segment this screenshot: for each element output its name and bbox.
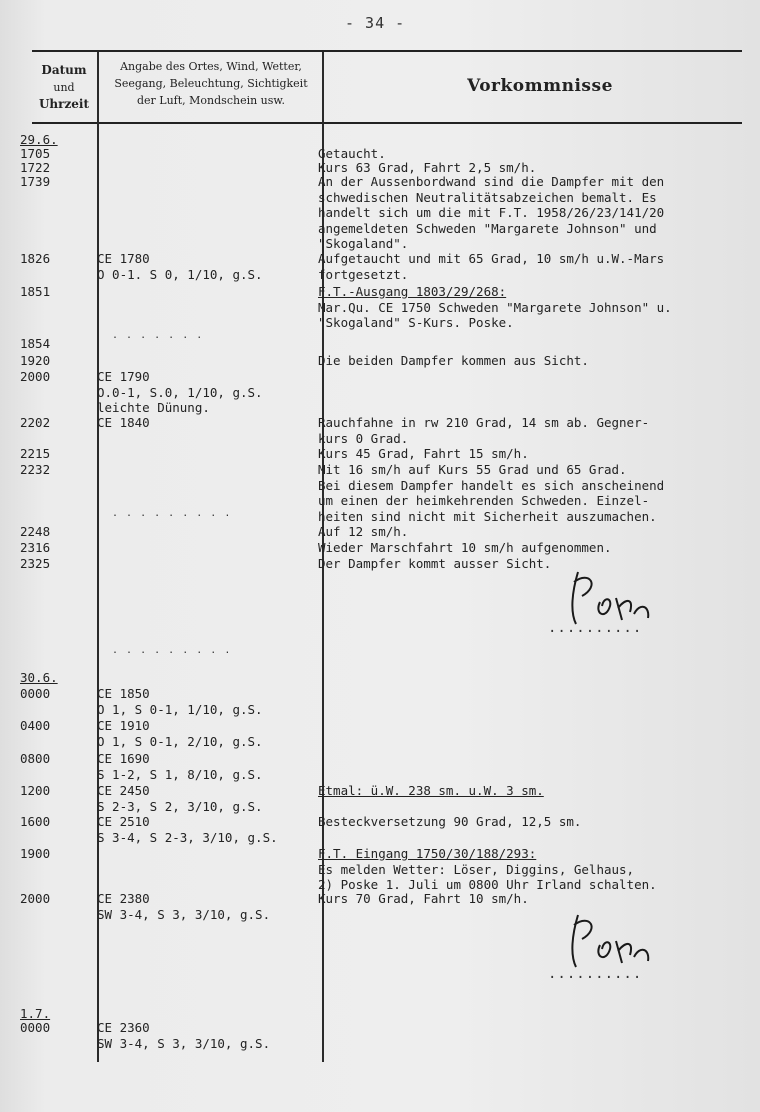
entry-position-weather: O 1, S 0-1, 2/10, g.S. bbox=[97, 733, 263, 749]
entry-time: 1851 bbox=[20, 284, 51, 299]
header-location-weather bbox=[100, 58, 322, 109]
entry-event: Es melden Wetter: Löser, Diggins, Gelhaus, bbox=[318, 861, 635, 877]
entry-event: Auf 12 sm/h. bbox=[318, 524, 409, 539]
entry-event: Mar.Qu. CE 1750 Schweden "Margarete Johnson" u. bbox=[318, 299, 672, 315]
entry-event: Aufgetaucht und mit 65 Grad, 10 sm/h u.W.-Mars bbox=[318, 251, 665, 266]
entry-event: "Skogaland" S-Kurs. Poske. bbox=[318, 315, 514, 330]
entry-position-weather: S 3-4, S 2-3, 3/10, g.S. bbox=[97, 829, 278, 845]
header-date-word: Datum bbox=[41, 63, 87, 77]
header-events: Vorkommnisse bbox=[467, 76, 613, 96]
entry-position-weather: S 1-2, S 1, 8/10, g.S. bbox=[97, 766, 263, 782]
entry-position-weather: CE 2450 bbox=[97, 783, 150, 798]
entry-event: "Skogaland". bbox=[318, 236, 409, 251]
header-rule bbox=[32, 122, 742, 124]
header-location-line-3: der Luft, Mondschein usw. bbox=[136, 94, 286, 107]
entry-event: Getaucht. bbox=[318, 146, 386, 161]
entry-time: 1705 bbox=[20, 146, 51, 161]
entry-time: 2232 bbox=[20, 462, 51, 477]
entry-time: 1600 bbox=[20, 814, 51, 829]
entry-event: Kurs 70 Grad, Fahrt 10 sm/h. bbox=[318, 891, 529, 906]
header-date-time bbox=[32, 62, 96, 113]
entry-time: 1739 bbox=[20, 174, 51, 189]
entry-position-weather: O 1, S 0-1, 1/10, g.S. bbox=[97, 701, 263, 717]
entry-event: 2) Poske 1. Juli um 0800 Uhr Irland schalten. bbox=[318, 877, 657, 892]
entry-event: F.T.-Ausgang 1803/29/268: bbox=[318, 284, 507, 299]
entry-event: heiten sind nicht mit Sicherheit auszumachen. bbox=[318, 508, 657, 524]
entry-position-weather: CE 1790 bbox=[97, 369, 150, 384]
entry-position-weather: SW 3-4, S 3, 3/10, g.S. bbox=[97, 906, 271, 922]
entry-event: Kurs 45 Grad, Fahrt 15 sm/h. bbox=[318, 446, 529, 461]
entry-event: kurs 0 Grad. bbox=[318, 430, 409, 446]
entry-event: Kurs 63 Grad, Fahrt 2,5 sm/h. bbox=[318, 160, 537, 175]
entry-time: 0000 bbox=[20, 686, 51, 701]
entry-time: 2202 bbox=[20, 415, 51, 430]
entry-position-weather: CE 2360 bbox=[97, 1020, 150, 1035]
entry-time: 2325 bbox=[20, 556, 51, 571]
entry-position-weather: leichte Dünung. bbox=[97, 400, 210, 415]
entry-time: 2000 bbox=[20, 891, 51, 906]
entry-event: F.T. Eingang 1750/30/188/293: bbox=[318, 846, 537, 861]
entry-event: Besteckversetzung 90 Grad, 12,5 sm. bbox=[318, 814, 582, 829]
entry-time: 2316 bbox=[20, 540, 51, 555]
entry-position-weather: CE 1690 bbox=[97, 751, 150, 766]
header-time-word: Uhrzeit bbox=[38, 97, 90, 111]
filler-dots: . . . . . . . bbox=[112, 330, 204, 341]
entry-position-weather: S 2-3, S 2, 3/10, g.S. bbox=[97, 798, 263, 814]
entry-time: 0000 bbox=[20, 1020, 51, 1035]
entry-date: 1.7. bbox=[20, 1006, 51, 1021]
signature-1-dots: .......... bbox=[548, 620, 643, 636]
entry-time: 2248 bbox=[20, 524, 51, 539]
signature-2-dots: .......... bbox=[548, 966, 643, 982]
entry-position-weather: SW 3-4, S 3, 3/10, g.S. bbox=[97, 1035, 271, 1051]
entry-event: Die beiden Dampfer kommen aus Sicht. bbox=[318, 353, 589, 368]
entry-event: An der Aussenbordwand sind die Dampfer mit den bbox=[318, 174, 665, 189]
entry-time: 1900 bbox=[20, 846, 51, 861]
entry-time: 0400 bbox=[20, 718, 51, 733]
entry-time: 1920 bbox=[20, 353, 51, 368]
filler-dots: . . . . . . . . . bbox=[112, 645, 232, 656]
page-number: - 34 - bbox=[345, 14, 406, 32]
entry-position-weather: O.0-1, S.0, 1/10, g.S. bbox=[97, 384, 263, 400]
entry-event: Mit 16 sm/h auf Kurs 55 Grad und 65 Grad. bbox=[318, 462, 627, 477]
entry-date: 30.6. bbox=[20, 670, 58, 685]
entry-position-weather: CE 1780 bbox=[97, 251, 150, 266]
entry-event: handelt sich um die mit F.T. 1958/26/23/141/20 bbox=[318, 205, 665, 220]
entry-time: 1722 bbox=[20, 160, 51, 175]
entry-event: Wieder Marschfahrt 10 sm/h aufgenommen. bbox=[318, 540, 612, 555]
entry-date: 29.6. bbox=[20, 132, 58, 147]
entry-event: angemeldeten Schweden "Margarete Johnson" und bbox=[318, 220, 657, 236]
entry-event: Der Dampfer kommt ausser Sicht. bbox=[318, 556, 552, 571]
entry-position-weather: O 0-1. S 0, 1/10, g.S. bbox=[97, 266, 263, 282]
entry-event: Rauchfahne in rw 210 Grad, 14 sm ab. Gegner- bbox=[318, 415, 650, 430]
entry-time: 2215 bbox=[20, 446, 51, 461]
entry-position-weather: CE 2380 bbox=[97, 891, 150, 906]
entry-position-weather: CE 2510 bbox=[97, 814, 150, 829]
entry-event: um einen der heimkehrenden Schweden. Einzel- bbox=[318, 493, 650, 508]
entry-event: schwedischen Neutralitätsabzeichen bemalt. Es bbox=[318, 189, 657, 205]
signature-2 bbox=[560, 905, 670, 975]
entry-time: 1200 bbox=[20, 783, 51, 798]
entry-position-weather: CE 1840 bbox=[97, 415, 150, 430]
entry-time: 0800 bbox=[20, 751, 51, 766]
header-location-line-2: Seegang, Beleuchtung, Sichtigkeit bbox=[114, 77, 308, 90]
entry-time: 2000 bbox=[20, 369, 51, 384]
entry-event: fortgesetzt. bbox=[318, 266, 409, 282]
filler-dots: . . . . . . . . . bbox=[112, 508, 232, 519]
entry-event: Bei diesem Dampfer handelt es sich anscheinend bbox=[318, 477, 665, 493]
entry-position-weather: CE 1850 bbox=[97, 686, 150, 701]
top-rule bbox=[32, 50, 742, 52]
header-and-word: und bbox=[53, 81, 75, 94]
header-location-line-1: Angabe des Ortes, Wind, Wetter, bbox=[120, 60, 302, 73]
entry-time: 1854 bbox=[20, 336, 51, 351]
entry-position-weather: CE 1910 bbox=[97, 718, 150, 733]
entry-time: 1826 bbox=[20, 251, 51, 266]
entry-event: Etmal: ü.W. 238 sm. u.W. 3 sm. bbox=[318, 783, 544, 798]
